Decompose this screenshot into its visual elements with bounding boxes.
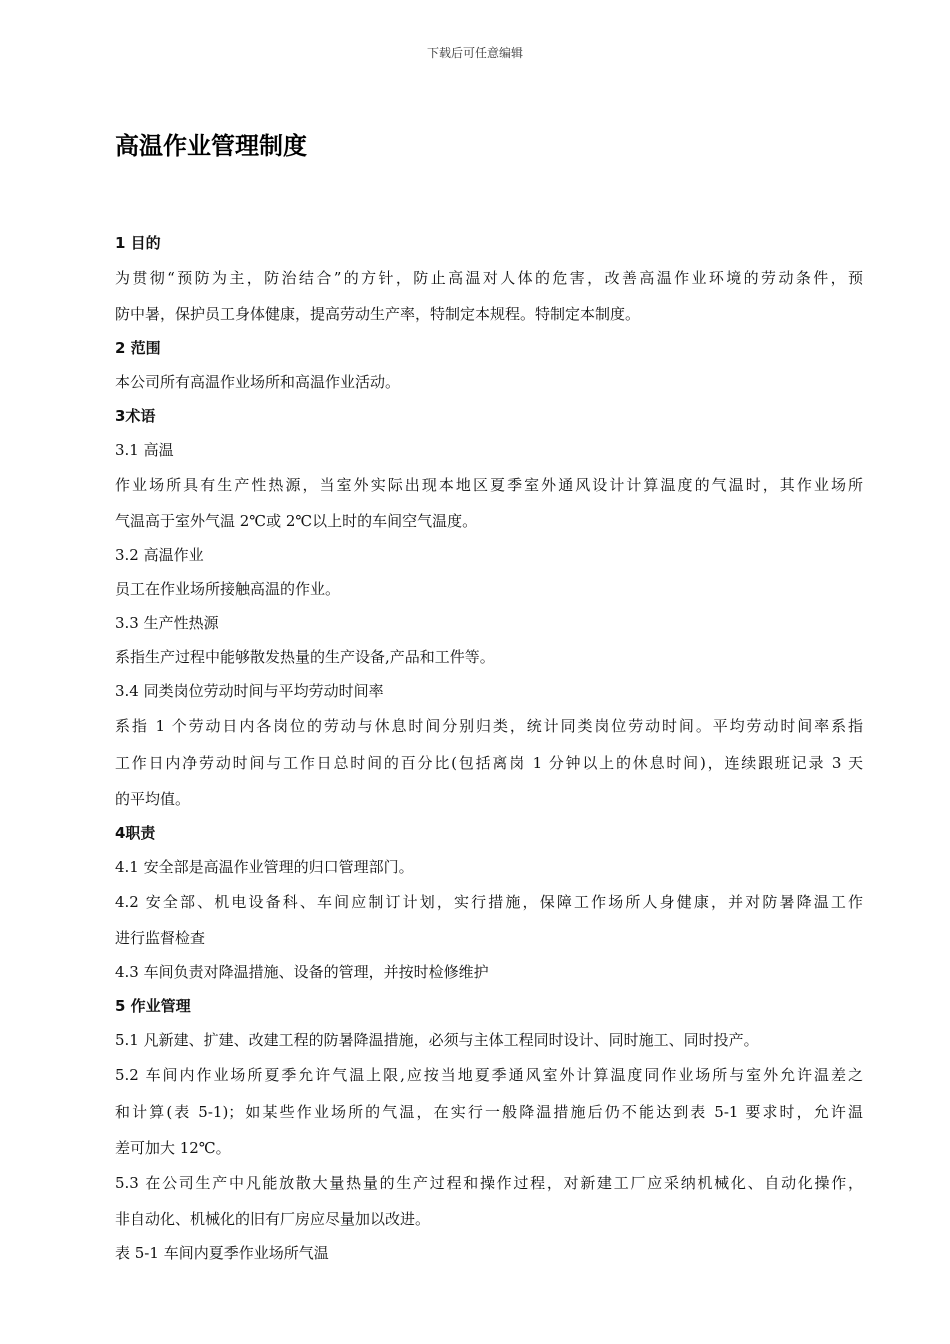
paragraph-line: 和计算(表 5-1)；如某些作业场所的气温，在实行一般降温措施后仍不能达到表 5-1 要求时，允许温	[115, 1103, 863, 1121]
section-heading: 2 范围	[115, 339, 161, 357]
paragraph-line: 非自动化、机械化的旧有厂房应尽量加以改进。	[115, 1210, 431, 1228]
paragraph-line: 表 5-1 车间内夏季作业场所气温	[115, 1244, 329, 1262]
paragraph-line: 4.1 安全部是高温作业管理的归口管理部门。	[115, 858, 414, 876]
paragraph-line: 气温高于室外气温 2℃或 2℃以上时的车间空气温度。	[115, 512, 478, 530]
paragraph-line: 4.2 安全部、机电设备科、车间应制订计划，实行措施，保障工作场所人身健康，并对防暑降温工作	[115, 893, 863, 911]
paragraph-line: 3.1 高温	[115, 441, 174, 459]
paragraph-line: 5.1 凡新建、扩建、改建工程的防暑降温措施，必须与主体工程同时设计、同时施工、同时投产。	[115, 1031, 759, 1049]
paragraph-line: 3.3 生产性热源	[115, 614, 219, 632]
document-body	[115, 226, 863, 1270]
paragraph-line: 系指生产过程中能够散发热量的生产设备,产品和工件等。	[115, 648, 495, 666]
paragraph-line: 5.2 车间内作业场所夏季允许气温上限,应按当地夏季通风室外计算温度同作业场所与室外允许温差之	[115, 1066, 863, 1084]
section-heading: 1 目的	[115, 234, 161, 252]
section-heading: 5 作业管理	[115, 997, 191, 1015]
paragraph-line: 为贯彻“预防为主，防治结合”的方针，防止高温对人体的危害，改善高温作业环境的劳动条件，预	[115, 269, 863, 287]
paragraph-line: 的平均值。	[115, 790, 191, 808]
paragraph-line: 作业场所具有生产性热源，当室外实际出现本地区夏季室外通风设计计算温度的气温时，其作业场所	[115, 476, 863, 494]
paragraph-line: 4.3 车间负责对降温措施、设备的管理，并按时检修维护	[115, 963, 489, 981]
page-header-note: 下载后可任意编辑	[426, 46, 523, 60]
paragraph-line: 员工在作业场所接触高温的作业。	[115, 580, 341, 598]
paragraph-line: 防中暑，保护员工身体健康，提高劳动生产率，特制定本规程。特制定本制度。	[115, 305, 641, 323]
paragraph-line: 进行监督检查	[115, 929, 206, 947]
paragraph-line: 3.4 同类岗位劳动时间与平均劳动时间率	[115, 682, 384, 700]
document-title: 高温作业管理制度	[115, 132, 307, 160]
section-heading: 3术语	[115, 407, 156, 425]
paragraph-line: 3.2 高温作业	[115, 546, 204, 564]
paragraph-line: 本公司所有高温作业场所和高温作业活动。	[115, 373, 401, 391]
paragraph-line: 工作日内净劳动时间与工作日总时间的百分比(包括离岗 1 分钟以上的休息时间)，连续跟班记录 3 天	[115, 754, 863, 772]
paragraph-line: 差可加大 12℃。	[115, 1139, 231, 1157]
paragraph-line: 系指 1 个劳动日内各岗位的劳动与休息时间分别归类，统计同类岗位劳动时间。平均劳动时间率系指	[115, 717, 863, 735]
paragraph-line: 5.3 在公司生产中凡能放散大量热量的生产过程和操作过程，对新建工厂应采纳机械化、自动化操作，	[115, 1174, 863, 1192]
section-heading: 4职责	[115, 824, 156, 842]
